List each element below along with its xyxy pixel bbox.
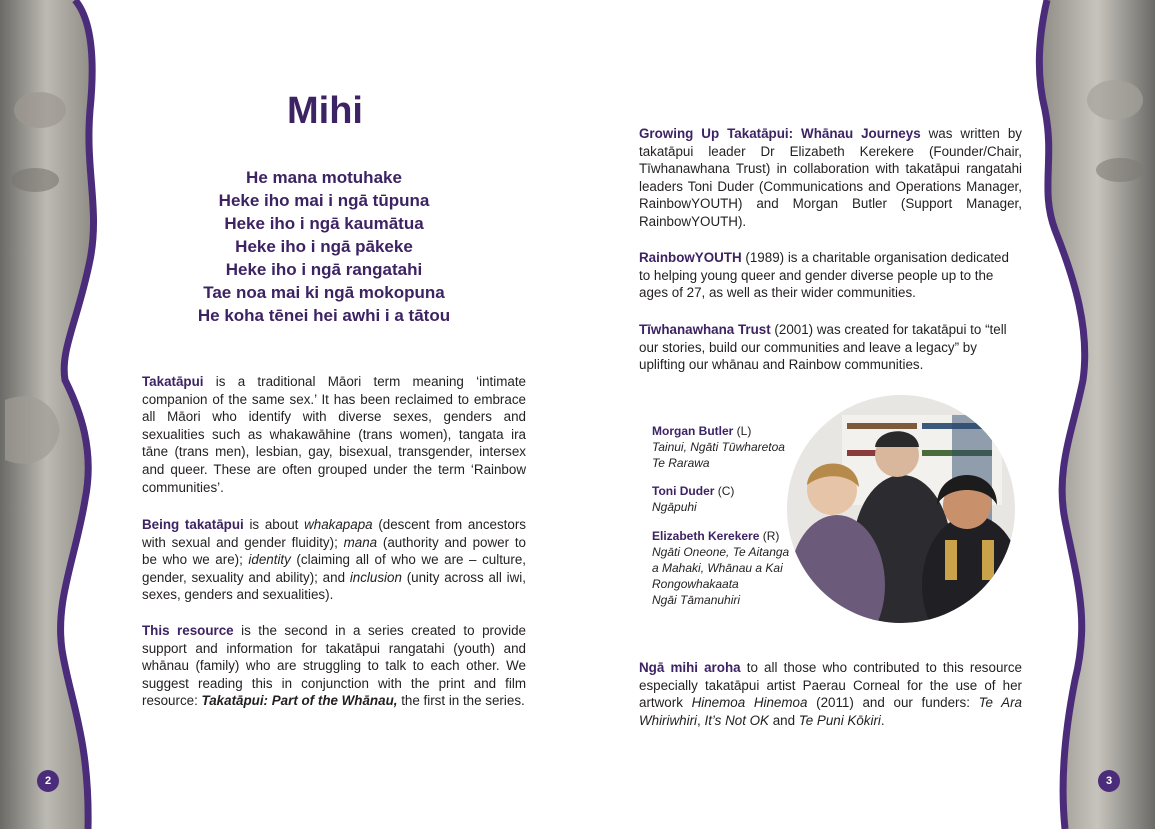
term-whakapapa: whakapapa (304, 517, 373, 532)
caption-iwi: Ngāpuhi (652, 500, 697, 514)
paragraph-text: (1989) is a charitable organisation dedicated to helping young queer and gender diverse people up to the ages of 27, as well as their wider communities. (639, 250, 1009, 301)
paragraph-text: was written by takatāpui leader Dr Elizabeth Kerekere (Founder/Chair, Tīwhanawhana Trust) in collaboration with takatāpui rangatahi leaders Toni Duder (Communications and Operations Manager, RainbowYOUTH) and Morgan Butler (Support Manager, RainbowYOUTH). (639, 126, 1022, 229)
paragraph-this-resource (142, 622, 526, 710)
funder-name: It’s Not OK (704, 712, 769, 728)
paragraph-text: . (880, 712, 885, 728)
caption-position: (C) (714, 484, 735, 498)
poem-line: Heke iho mai i ngā tūpuna (218, 191, 430, 210)
paragraph-text: is about (243, 517, 305, 532)
carved-figure-image-left (0, 0, 120, 829)
term-identity: identity (248, 552, 291, 568)
paragraph-text: (2011) and our funders: (807, 695, 979, 711)
caption-name: Morgan Butler (652, 424, 734, 438)
paragraph-text: is a traditional Māori term meaning ‘intimate companion of the same sex.’ It has been reclaimed to embrace all Māori who identify with diverse sexes, genders and sexualities such as whakawāhine (trans women), tangata ira tāne (trans men), lesbian, gay, bisexual, transgender, intersex and queer. These are often grouped under the term ‘Rainbow communities’. (142, 374, 526, 495)
paragraph-lead: RainbowYOUTH (639, 250, 742, 265)
funder-name: Te Puni Kōkiri (798, 712, 881, 728)
poem-line: Heke iho i ngā kaumātua (224, 214, 424, 233)
caption-position: (R) (759, 529, 780, 543)
paragraph-text: (descent from ancestors with sexual and gender fluidity); (142, 517, 526, 550)
paragraph-lead: Being takatāpui (142, 517, 244, 532)
poem-line: Tae noa mai ki ngā mokopuna (203, 283, 445, 302)
paragraph-nga-mihi (639, 659, 1022, 729)
caption-name: Toni Duder (652, 484, 715, 498)
paragraph-lead: Growing Up Takatāpui: Whānau Journeys (639, 126, 921, 141)
paragraph-text: is the second in a series created to provide support and information for takatāpui rangatahi (youth) and whānau (family) who are struggling to talk to each other. We suggest reading this in conjunction with the print and film resource: (142, 623, 526, 709)
paragraph-text: to all those who contributed to this resource especially takatāpui artist Paerau Corneal for the use of her artwork (639, 660, 1023, 711)
paragraph-text: the first in the series. (397, 693, 525, 709)
paragraph-growing-up (639, 125, 1022, 231)
paragraph-text: (2001) was created for takatāpui to “tell our stories, build our communities and leave a legacy” by uplifting our whānau and Rainbow communities. (639, 322, 1007, 373)
artwork-title: Hinemoa Hinemoa (691, 695, 808, 711)
funder-name: Te Ara Whiriwhiri (639, 695, 1022, 728)
paragraph-text: (claiming all of who we are – culture, gender, sexuality and ability); and (142, 552, 526, 585)
paragraph-text: and (768, 712, 799, 728)
caption-iwi: Te Rarawa (652, 456, 710, 470)
paragraph-lead: Ngā mihi aroha (639, 660, 741, 675)
paragraph-takatapui (142, 373, 526, 496)
paragraph-being-takatapui (142, 516, 526, 604)
caption-toni (652, 483, 802, 515)
term-mana: mana (343, 534, 378, 550)
caption-name: Elizabeth Kerekere (652, 529, 760, 543)
caption-elizabeth (652, 528, 802, 608)
paragraph-lead: This resource (142, 623, 234, 638)
mihi-poem (160, 166, 488, 327)
caption-iwi: a Mahaki, Whānau a Kai (652, 561, 783, 575)
caption-iwi: Ngāi Tāmanuhiri (652, 593, 741, 607)
caption-iwi: Rongowhakaata (652, 577, 739, 591)
page-title: Mihi (287, 90, 363, 132)
film-title: Takatāpui: Part of the Whānau, (201, 693, 398, 709)
caption-iwi: Tainui, Ngāti Tūwharetoa (652, 440, 785, 454)
poem-line: He mana motuhake (246, 168, 402, 187)
paragraph-lead: Takatāpui (142, 374, 204, 389)
paragraph-lead: Tīwhanawhana Trust (639, 322, 771, 337)
poem-line: He koha tēnei hei awhi i a tātou (197, 306, 451, 325)
caption-morgan (652, 423, 802, 471)
group-photo (787, 395, 1015, 623)
term-inclusion: inclusion (349, 569, 402, 585)
page-number-left: 2 (37, 770, 59, 792)
paragraph-text: (unity across all iwi, sexes, genders and sexualities). (142, 569, 526, 603)
caption-position: (L) (733, 424, 752, 438)
paragraph-rainbowyouth (639, 249, 1022, 302)
caption-iwi: Ngāti Oneone, Te Aitanga (652, 545, 790, 559)
carved-figure-image-right (1035, 0, 1155, 829)
paragraph-text: (authority and power to be who we are); (142, 534, 527, 568)
poem-line: Heke iho i ngā rangatahi (225, 260, 423, 279)
page-number-right: 3 (1098, 770, 1120, 792)
paragraph-text: , (697, 712, 705, 728)
group-photo-illustration (787, 395, 1015, 623)
poem-line: Heke iho i ngā pākeke (235, 237, 413, 256)
paragraph-tiwhanawhana (639, 321, 1022, 374)
